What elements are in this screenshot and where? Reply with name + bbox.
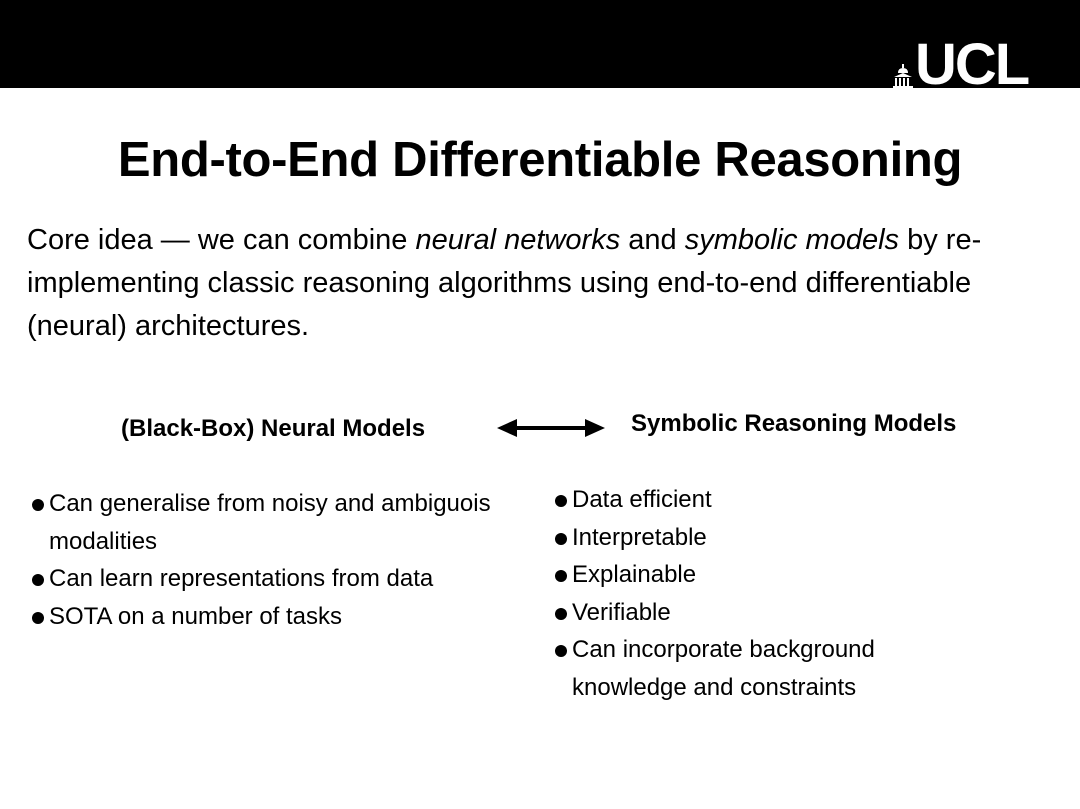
top-bar (0, 0, 1080, 97)
double-arrow-icon (497, 417, 605, 439)
list-item: Interpretable (553, 519, 973, 557)
list-item: Explainable (553, 556, 973, 594)
symbolic-models-heading: Symbolic Reasoning Models (631, 410, 957, 437)
list-item: Can learn representations from data (30, 560, 510, 598)
portico-icon (893, 64, 913, 90)
ucl-logo (893, 32, 1029, 97)
list-item: Data efficient (553, 481, 973, 519)
ucl-logo-text: UCL (915, 32, 1029, 97)
symbolic-models-list (553, 481, 973, 707)
list-item: Can generalise from noisy and ambiguois modalities (30, 485, 510, 560)
intro-text-3: by re-implementing classic reasoning algorithms using end-to-end differentiable (neural) architectures. (27, 224, 982, 342)
neural-models-list (30, 485, 510, 635)
intro-emphasis-neural: neural networks (415, 224, 621, 256)
intro-paragraph (27, 219, 1067, 348)
list-item: Verifiable (553, 594, 973, 632)
intro-emphasis-symbolic: symbolic models (684, 224, 900, 256)
list-item: Can incorporate background knowledge and constraints (553, 631, 973, 706)
neural-models-heading: (Black-Box) Neural Models (121, 415, 426, 442)
list-item: SOTA on a number of tasks (30, 598, 510, 636)
intro-text-2: and (620, 224, 685, 256)
slide-title: End-to-End Differentiable Reasoning (117, 133, 963, 187)
intro-text-1: Core idea — we can combine (27, 224, 416, 256)
